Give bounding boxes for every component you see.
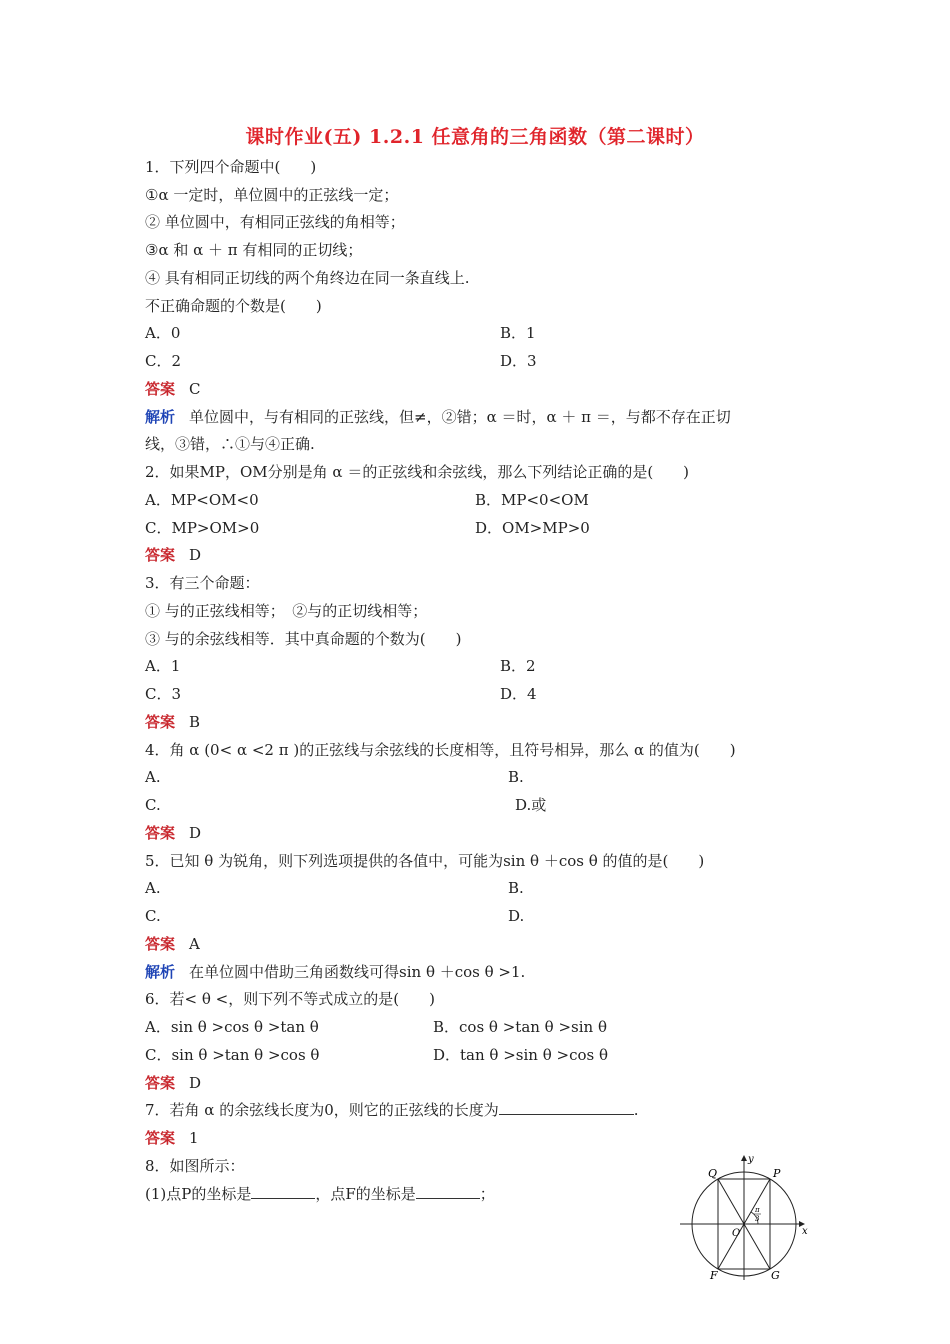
q1-explanation-cont: 线，③错，∴①与④正确. (145, 435, 315, 453)
answer-value: D (189, 824, 202, 842)
label-p: P (773, 1167, 781, 1180)
answer-label: 答案 (145, 546, 176, 564)
q1-option-d: D．3 (500, 352, 537, 370)
q6-option-b: B．cos θ >tan θ >sin θ (433, 1018, 608, 1036)
q2-stem: 2．如果MP，OM分别是角 α ＝的正弦线和余弦线，那么下列结论正确的是( ) (145, 463, 690, 481)
q5-explanation (145, 962, 525, 982)
q4-option-a: A. (145, 768, 161, 786)
answer-value: C (189, 380, 201, 398)
answer-label: 答案 (145, 935, 176, 953)
label-f: F (710, 1269, 718, 1282)
q6-stem: 6．若< θ <，则下列不等式成立的是( ) (145, 990, 435, 1008)
q3-stem: 3．有三个命题： (145, 574, 260, 592)
answer-label: 答案 (145, 380, 176, 398)
q8-stem: 8．如图所示： (145, 1157, 245, 1175)
q5-option-b: B. (508, 879, 524, 897)
label-o: O (732, 1228, 741, 1239)
q1-option-c: C．2 (145, 352, 182, 370)
q4-answer (145, 823, 201, 843)
answer-label: 答案 (145, 713, 176, 731)
q1-statement-2: ② 单位圆中，有相同正弦线的角相等； (145, 213, 405, 231)
q6-option-a: A．sin θ >cos θ >tan θ (145, 1018, 319, 1036)
label-y: y (748, 1154, 754, 1165)
q1-explanation (145, 407, 731, 427)
explain-label: 解析 (145, 963, 176, 981)
explain-text: 单位圆中，与有相同的正弦线，但≠，②错；α ＝时，α ＋ π ＝，与都不存在正切 (189, 408, 731, 426)
page-title: 课时作业(五) 1.2.1 任意角的三角函数（第二课时） (245, 126, 705, 148)
label-g: G (771, 1269, 780, 1282)
q5-option-d: D. (508, 907, 525, 925)
q2-option-a: A．MP<OM<0 (145, 491, 259, 509)
label-x: x (802, 1226, 808, 1237)
answer-value: A (189, 935, 200, 953)
q8-part-1-b: ，点F的坐标是 (315, 1185, 416, 1203)
q7-text: 7．若角 α 的余弦线长度为0，则它的正弦线的长度为 (145, 1101, 499, 1119)
q3-answer (145, 712, 200, 732)
q8-part-1-a: (1)点P的坐标是 (145, 1185, 252, 1203)
q2-option-d: D．OM>MP>0 (475, 519, 590, 537)
answer-label: 答案 (145, 824, 176, 842)
answer-blank[interactable] (499, 1100, 634, 1115)
q8-part-1-c: ； (479, 1185, 495, 1203)
q4-option-d: D.或 (515, 796, 547, 814)
q8-part-1 (145, 1184, 495, 1204)
q7-end: . (633, 1101, 639, 1119)
q3-statement-1: ① 与的正弦线相等； ②与的正切线相等； (145, 602, 428, 620)
q3-statement-2: ③ 与的余弦线相等．其中真命题的个数为( ) (145, 630, 462, 648)
explain-text: 在单位圆中借助三角函数线可得sin θ ＋cos θ >1. (189, 963, 526, 981)
angle-denominator: 3 (755, 1215, 760, 1223)
q3-option-b: B．2 (500, 657, 536, 675)
q6-answer (145, 1073, 201, 1093)
q2-option-b: B．MP<0<OM (475, 491, 589, 509)
q7-answer (145, 1128, 199, 1148)
unit-circle-figure (678, 1152, 813, 1284)
label-q: Q (708, 1167, 718, 1180)
q3-option-a: A．1 (145, 657, 181, 675)
answer-label: 答案 (145, 1074, 176, 1092)
q6-option-d: D．tan θ >sin θ >cos θ (433, 1046, 609, 1064)
q1-statement-3: ③α 和 α ＋ π 有相同的正切线； (145, 241, 363, 259)
answer-value: 1 (189, 1129, 199, 1147)
q3-option-c: C．3 (145, 685, 182, 703)
q5-answer (145, 934, 200, 954)
q7-stem (145, 1100, 639, 1120)
answer-blank-f[interactable] (416, 1184, 480, 1199)
q5-option-a: A. (145, 879, 161, 897)
answer-blank-p[interactable] (251, 1184, 315, 1199)
q1-answer (145, 379, 201, 399)
q5-stem: 5．已知 θ 为锐角，则下列选项提供的各值中，可能为sin θ ＋cos θ 的值的是( ) (145, 852, 705, 870)
answer-value: D (189, 546, 202, 564)
q1-stem: 1．下列四个命题中( ) (145, 158, 317, 176)
q4-option-b: B. (508, 768, 524, 786)
q5-option-c: C. (145, 907, 161, 925)
q1-statement-1: ①α 一定时，单位圆中的正弦线一定； (145, 186, 399, 204)
angle-numerator: π (755, 1206, 760, 1214)
q1-option-b: B．1 (500, 324, 536, 342)
answer-value: B (189, 713, 201, 731)
answer-label: 答案 (145, 1129, 176, 1147)
explain-label: 解析 (145, 408, 176, 426)
q1-option-a: A．0 (145, 324, 181, 342)
q2-option-c: C．MP>OM>0 (145, 519, 260, 537)
q6-option-c: C．sin θ >tan θ >cos θ (145, 1046, 320, 1064)
q3-option-d: D．4 (500, 685, 537, 703)
q1-statement-4: ④ 具有相同正切线的两个角终边在同一条直线上. (145, 269, 470, 287)
q1-ask: 不正确命题的个数是( ) (145, 297, 322, 315)
q4-option-c: C. (145, 796, 161, 814)
answer-value: D (189, 1074, 202, 1092)
q2-answer (145, 545, 201, 565)
q4-stem: 4．角 α (0< α <2 π )的正弦线与余弦线的长度相等，且符号相异，那么 α 的值为( ) (145, 741, 736, 759)
